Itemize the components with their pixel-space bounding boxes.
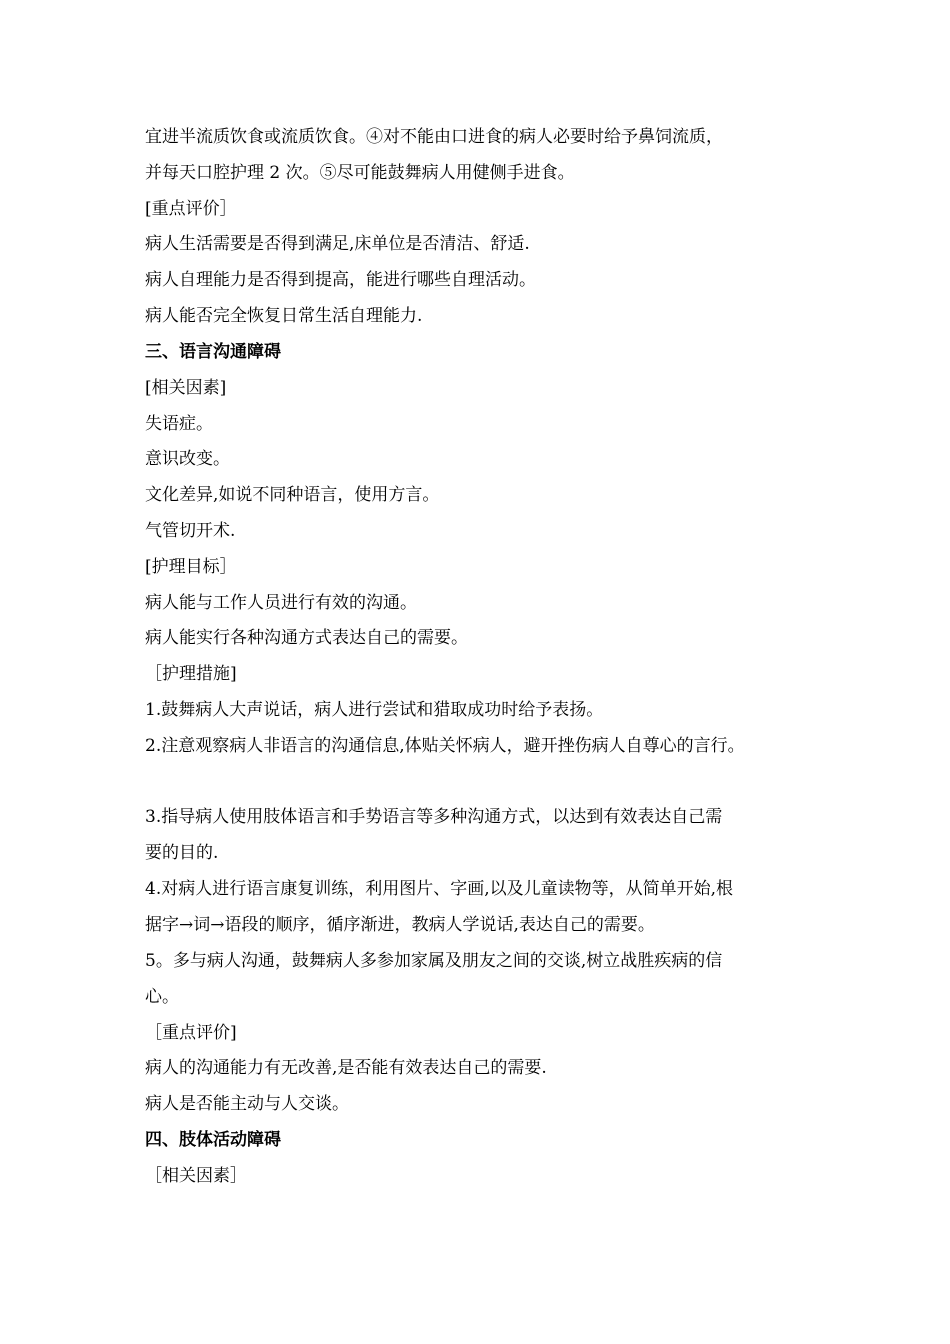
text-line: ［重点评价] [145,1023,237,1043]
text-line: [相关因素] [145,378,227,398]
text-line: 4.对病人进行语言康复训练，利用图片、字画,以及儿童读物等，从简单开始,根 [145,879,734,899]
text-line: 3.指导病人使用肢体语言和手势语言等多种沟通方式，以达到有效表达自己需 [145,807,723,827]
text-line: 文化差异,如说不同种语言，使用方言。 [145,485,440,505]
text-line: [护理目标］ [145,557,237,577]
text-line: 病人是否能主动与人交谈。 [145,1094,349,1114]
text-line: 病人能实行各种沟通方式表达自己的需要。 [145,628,468,648]
text-line: 病人生活需要是否得到满足,床单位是否清洁、舒适. [145,234,530,254]
section-heading: 三、语言沟通障碍 [145,342,281,362]
text-line: 宜进半流质饮食或流质饮食。④对不能由口进食的病人必要时给予鼻饲流质， [145,127,723,147]
text-line: 据字→词→语段的顺序，循序渐进，教病人学说话,表达自己的需要。 [145,915,655,935]
text-line: 心。 [145,987,179,1007]
text-line: 1.鼓舞病人大声说话，病人进行尝试和猎取成功时给予表扬。 [145,700,604,720]
text-line: 意识改变。 [145,449,230,469]
text-line: 病人能与工作人员进行有效的沟通。 [145,593,417,613]
text-line: ［护理措施] [145,664,237,684]
text-line: [重点评价］ [145,199,237,219]
text-line: 病人能否完全恢复日常生活自理能力. [145,306,423,326]
text-line: 5。多与病人沟通，鼓舞病人多参加家属及朋友之间的交谈,树立战胜疾病的信 [145,951,723,971]
text-line: 病人自理能力是否得到提高，能进行哪些自理活动。 [145,270,536,290]
text-line: 病人的沟通能力有无改善,是否能有效表达自己的需要. [145,1058,547,1078]
text-line: 2.注意观察病人非语言的沟通信息,体贴关怀病人，避开挫伤病人自尊心的言行。 [145,736,745,756]
text-line: ［相关因素］ [145,1166,247,1186]
text-line: 气管切开术. [145,521,236,541]
text-line: 失语症。 [145,414,213,434]
section-heading: 四、肢体活动障碍 [145,1130,281,1150]
text-line: 要的目的. [145,843,219,863]
text-line: 并每天口腔护理 2 次。⑤尽可能鼓舞病人用健侧手进食。 [145,163,575,183]
